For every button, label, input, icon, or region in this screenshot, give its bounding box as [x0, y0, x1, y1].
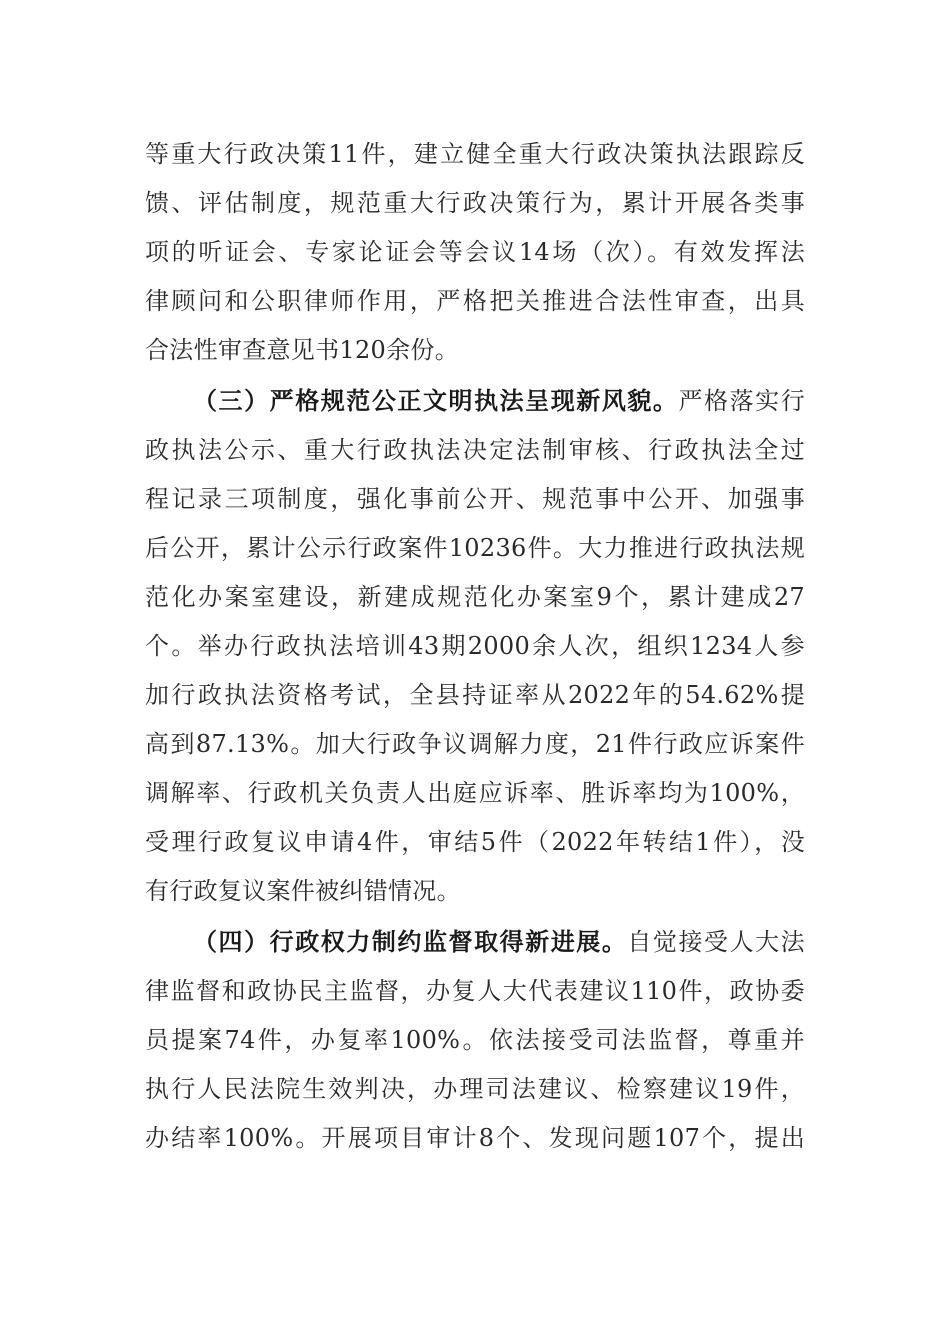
paragraph-3-line-3: 员提案74件，办复率100%。依法接受司法监督，尊重并: [145, 1026, 805, 1054]
paragraph-3-first-line: [193, 918, 805, 966]
paragraph-2-line-6: 个。举办行政执法培训43期2000余人次，组织1234人参: [145, 632, 805, 660]
paragraph-2-first-line-text: 严格落实行: [678, 387, 806, 415]
paragraph-2-line-4: 后公开，累计公示行政案件10236件。大力推进行政执法规: [145, 534, 805, 562]
paragraph-2-line-7: 加行政执法资格考试，全县持证率从2022年的54.62%提: [145, 681, 805, 709]
paragraph-2-line-9: 调解率、行政机关负责人出庭应诉率、胜诉率均为100%，: [145, 779, 805, 807]
paragraph-3-line-2: 律监督和政协民主监督，办复人大代表建议110件，政协委: [145, 977, 805, 1005]
paragraph-3-first-line-text: 自觉接受人大法: [627, 928, 805, 956]
paragraph-1-line-1: 等重大行政决策11件，建立健全重大行政决策执法跟踪反: [145, 140, 805, 168]
paragraph-2-line-5: 范化办案室建设，新建成规范化办案室9个，累计建成27: [145, 583, 805, 611]
paragraph-2-line-2: 政执法公示、重大行政执法决定法制审核、行政执法全过: [145, 436, 805, 464]
paragraph-1-line-2: 馈、评估制度，规范重大行政决策行为，累计开展各类事: [145, 189, 805, 217]
paragraph-2-line-11: 有行政复议案件被纠错情况。: [145, 877, 461, 905]
paragraph-3-line-5: 办结率100%。开展项目审计8个、发现问题107个，提出: [145, 1124, 805, 1152]
paragraph-2-line-10: 受理行政复议申请4件，审结5件（2022年转结1件），没: [145, 828, 805, 856]
paragraph-2-line-8: 高到87.13%。加大行政争议调解力度，21件行政应诉案件: [145, 730, 805, 758]
paragraph-3-line-4: 执行人民法院生效判决，办理司法建议、检察建议19件，: [145, 1075, 805, 1103]
paragraph-1-line-5: 合法性审查意见书120余份。: [145, 336, 460, 364]
paragraph-1-line-3: 项的听证会、专家论证会等会议14场（次）。有效发挥法: [145, 238, 805, 266]
paragraph-1-line-4: 律顾问和公职律师作用，严格把关推进合法性审查，出具: [145, 287, 805, 315]
section-4-heading: （四）行政权力制约监督取得新进展。: [193, 928, 628, 956]
paragraph-2-first-line: [193, 377, 805, 425]
section-3-heading: （三）严格规范公正文明执法呈现新风貌。: [193, 387, 679, 415]
paragraph-2-line-3: 程记录三项制度，强化事前公开、规范事中公开、加强事: [145, 485, 805, 513]
